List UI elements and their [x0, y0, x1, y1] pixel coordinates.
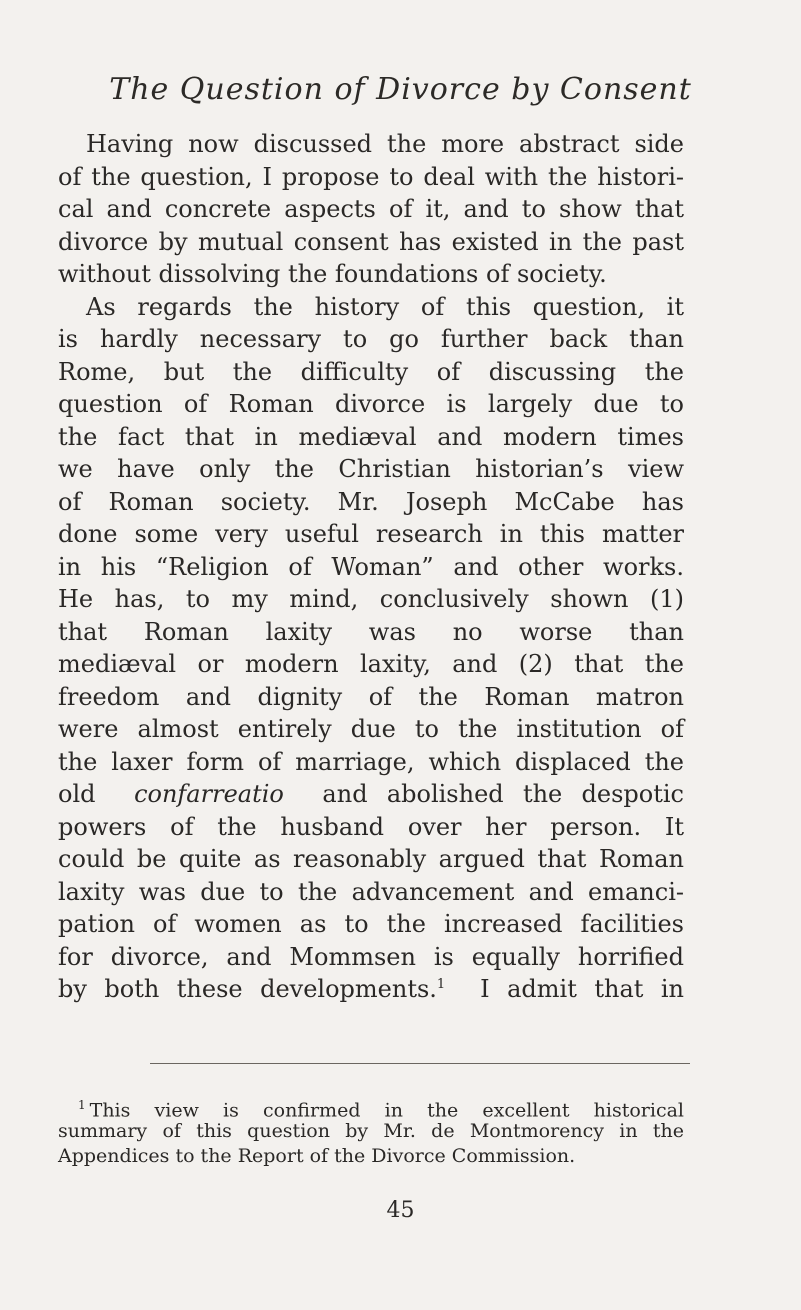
text-line: As regards the history of this question, it [86, 292, 684, 321]
text-line: of the question, I propose to deal with the histori- [58, 162, 684, 191]
footnote [58, 1093, 684, 1170]
running-title: The Question of Divorce by Consent [109, 72, 692, 107]
text-line: divorce by mutual consent has existed in the past [58, 227, 684, 256]
main-text [58, 128, 684, 1006]
text-line: could be quite as reasonably argued that Roman [58, 845, 684, 873]
text-line: laxity was due to the advancement and emanci- [58, 877, 684, 906]
footnote-divider [150, 1063, 690, 1064]
text-line: mediæval or modern laxity, and (2) that the [58, 650, 684, 678]
italic-term-confarreatio: confarreatio [134, 780, 284, 808]
text-line: in his “Religion of Woman” and other works. [58, 552, 684, 581]
text-line-mixed [58, 778, 684, 811]
text-line: question of Roman divorce is largely due to [58, 390, 684, 418]
text-line: powers of the husband over her person. It [58, 812, 684, 841]
text-segment: by both these developments. [58, 975, 437, 1003]
text-line: were almost entirely due to the institution of [58, 715, 684, 743]
footnote-text: This view is confirmed in the excellent historical [89, 1099, 684, 1122]
footnote-reference: 1 [436, 977, 446, 992]
text-line: we have only the Christian historian’s view [58, 455, 684, 483]
text-segment: and abolished the despotic [322, 780, 684, 808]
text-line: that Roman laxity was no worse than [58, 617, 684, 646]
text-line: is hardly necessary to go further back than [58, 325, 684, 353]
text-segment: I admit that in [480, 975, 684, 1003]
text-line: Having now discussed the more abstract side [86, 130, 684, 158]
text-segment: old [58, 780, 96, 808]
footnote-line: summary of this question by Mr. de Montmorency in the [58, 1119, 684, 1142]
text-line: for divorce, and Mommsen is equally horrified [58, 942, 684, 971]
text-line: done some very useful research in this matter [58, 520, 684, 548]
text-line-mixed [58, 973, 684, 1006]
text-line: pation of women as to the increased facilities [58, 910, 684, 938]
footnote-line [58, 1093, 684, 1122]
text-line: of Roman society. Mr. Joseph McCabe has [58, 487, 684, 516]
footnote-line: Appendices to the Report of the Divorce Commission. [58, 1145, 576, 1167]
text-line: Rome, but the difficulty of discussing the [58, 357, 684, 386]
text-line: cal and concrete aspects of it, and to show that [58, 195, 684, 223]
text-line: the fact that in mediæval and modern times [58, 422, 684, 451]
footnote-marker: 1 [78, 1098, 86, 1112]
page-number: 45 [386, 1198, 415, 1223]
text-line: freedom and dignity of the Roman matron [58, 682, 684, 711]
text-line: the laxer form of marriage, which displaced the [58, 747, 684, 776]
text-line: He has, to my mind, conclusively shown (1) [58, 585, 684, 613]
text-line: without dissolving the foundations of society. [58, 260, 607, 288]
